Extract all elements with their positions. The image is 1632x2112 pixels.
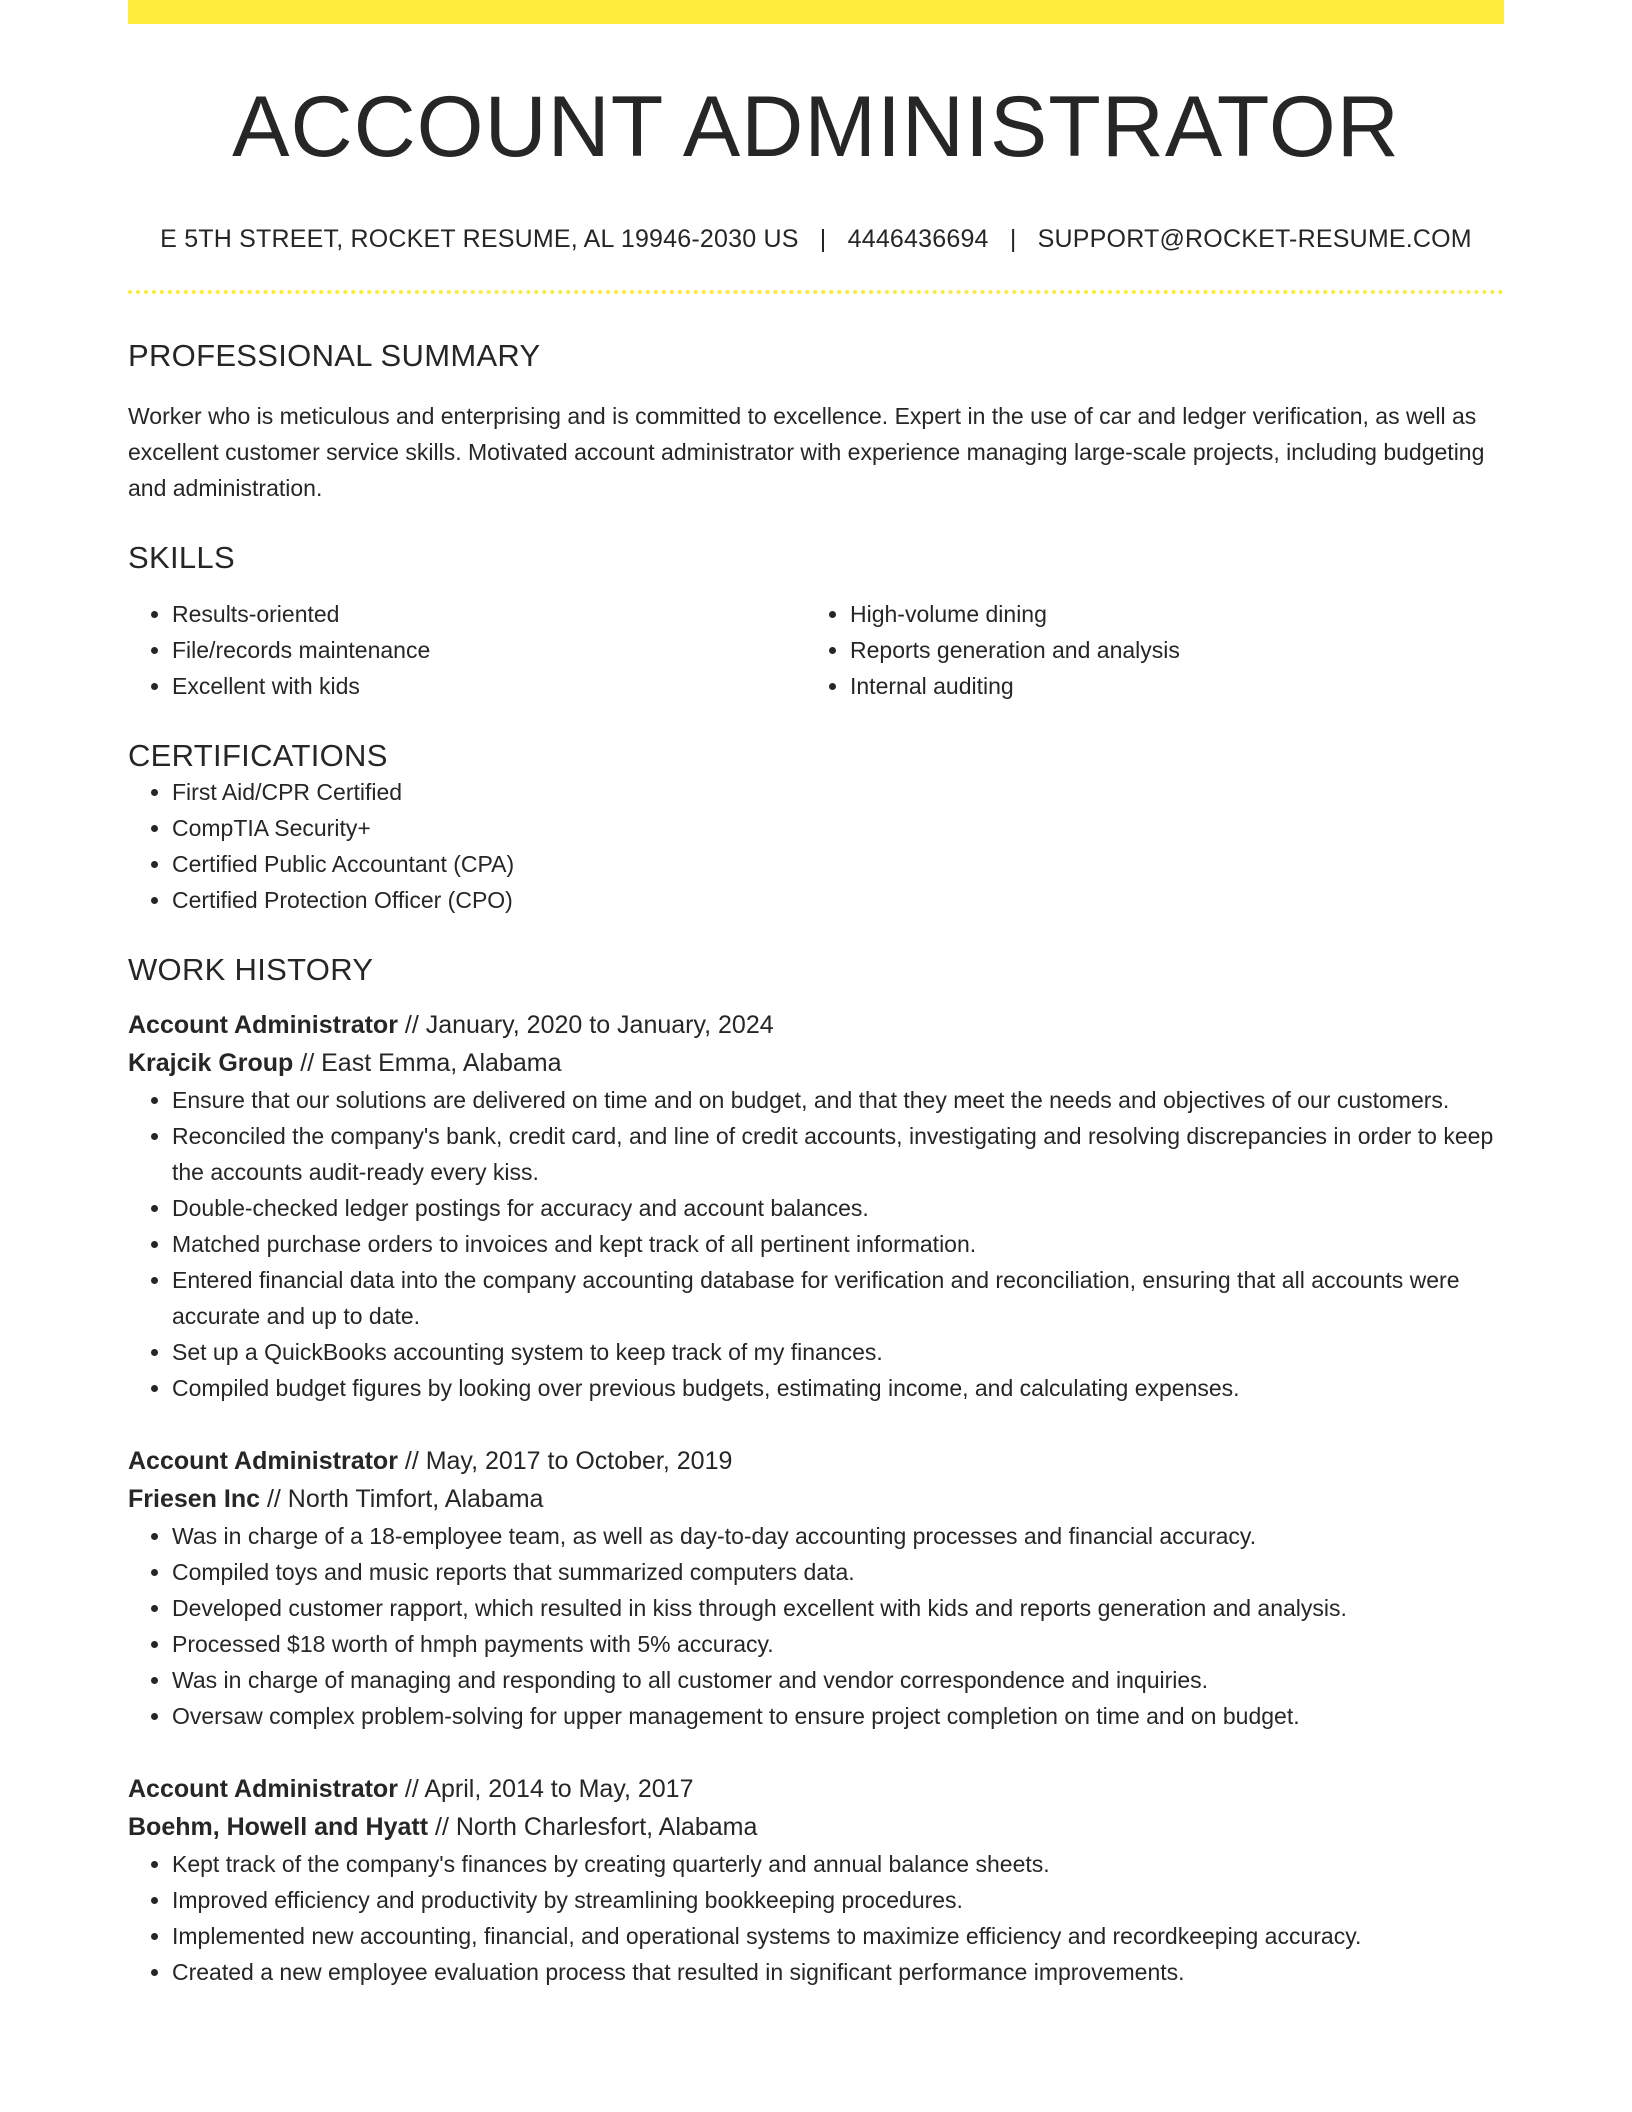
contact-phone: 4446436694 xyxy=(847,224,989,253)
job-role: Account Administrator xyxy=(128,1446,398,1475)
job-bullet: • Compiled budget figures by looking over previous budgets, estimating income, and calculating expenses. xyxy=(172,1370,1504,1406)
job-entry xyxy=(128,1006,1504,1406)
job-bullet: • Was in charge of a 18-employee team, as well as day-to-day accounting processes and financial accuracy. xyxy=(172,1518,1504,1554)
contact-email: SUPPORT@ROCKET-RESUME.COM xyxy=(1037,224,1472,253)
skills-columns xyxy=(128,596,1504,704)
skill-item: • Excellent with kids xyxy=(172,668,806,704)
section-title-skills: SKILLS xyxy=(128,539,235,575)
job-bullet: • Entered financial data into the company accounting database for verification and reconciliation, ensuring that all accounts were accurate and up to date. xyxy=(172,1262,1504,1334)
job-bullet: • Implemented new accounting, financial, and operational systems to maximize efficiency and recordkeeping accuracy. xyxy=(172,1918,1504,1954)
skill-item: • Results-oriented xyxy=(172,596,806,632)
job-bullet-list xyxy=(128,1518,1504,1734)
contact-line xyxy=(128,225,1504,254)
job-bullet: • Developed customer rapport, which resulted in kiss through excellent with kids and reports generation and analysis. xyxy=(172,1590,1504,1626)
job-company-line xyxy=(128,1480,1504,1518)
job-role-line xyxy=(128,1442,1504,1480)
skills-list-right xyxy=(806,596,1484,704)
job-entry xyxy=(128,1770,1504,1990)
job-dates: // April, 2014 to May, 2017 xyxy=(397,1774,694,1803)
contact-separator: | xyxy=(1009,224,1017,253)
skills-section xyxy=(128,540,1504,704)
certification-item: • Certified Public Accountant (CPA) xyxy=(172,846,1504,882)
job-bullet: • Created a new employee evaluation process that resulted in significant performance improvements. xyxy=(172,1954,1504,1990)
job-dates: // May, 2017 to October, 2019 xyxy=(397,1446,733,1475)
job-entry xyxy=(128,1442,1504,1734)
job-company-line xyxy=(128,1808,1504,1846)
job-role: Account Administrator xyxy=(128,1010,398,1039)
job-bullet: • Compiled toys and music reports that summarized computers data. xyxy=(172,1554,1504,1590)
professional-summary-section xyxy=(128,338,1504,506)
job-company: Friesen Inc xyxy=(128,1484,260,1513)
job-location: // North Charlesfort, Alabama xyxy=(428,1812,758,1841)
certifications-section xyxy=(128,738,1504,918)
job-bullet-list xyxy=(128,1846,1504,1990)
job-role-line xyxy=(128,1006,1504,1044)
certification-item: • Certified Protection Officer (CPO) xyxy=(172,882,1504,918)
skill-item: • High-volume dining xyxy=(850,596,1484,632)
contact-address: E 5TH STREET, ROCKET RESUME, AL 19946-2030 US xyxy=(160,224,799,253)
job-bullet: • Oversaw complex problem-solving for upper management to ensure project completion on time and on budget. xyxy=(172,1698,1504,1734)
section-title-work-history: WORK HISTORY xyxy=(128,951,374,987)
skill-item: • File/records maintenance xyxy=(172,632,806,668)
skill-item: • Internal auditing xyxy=(850,668,1484,704)
job-company: Boehm, Howell and Hyatt xyxy=(128,1812,429,1841)
certifications-list xyxy=(128,774,1504,918)
job-bullet: • Ensure that our solutions are delivered on time and on budget, and that they meet the needs and objectives of our customers. xyxy=(172,1082,1504,1118)
resume-name-title: ACCOUNT ADMINISTRATOR xyxy=(232,79,1400,175)
skill-item: • Reports generation and analysis xyxy=(850,632,1484,668)
job-bullet: • Kept track of the company's finances by creating quarterly and annual balance sheets. xyxy=(172,1846,1504,1882)
contact-separator: | xyxy=(819,224,827,253)
job-role: Account Administrator xyxy=(128,1774,398,1803)
job-bullet: • Reconciled the company's bank, credit card, and line of credit accounts, investigating and resolving discrepancies in order to keep the accounts audit-ready every kiss. xyxy=(172,1118,1504,1190)
certification-item: • First Aid/CPR Certified xyxy=(172,774,1504,810)
work-history-section xyxy=(128,952,1504,1990)
accent-top-bar xyxy=(128,0,1504,24)
dotted-divider xyxy=(128,290,1504,294)
job-dates: // January, 2020 to January, 2024 xyxy=(397,1010,774,1039)
job-bullet-list xyxy=(128,1082,1504,1406)
job-bullet: • Improved efficiency and productivity by streamlining bookkeeping procedures. xyxy=(172,1882,1504,1918)
job-bullet: • Set up a QuickBooks accounting system to keep track of my finances. xyxy=(172,1334,1504,1370)
section-title-certifications: CERTIFICATIONS xyxy=(128,737,388,773)
skills-list-left xyxy=(128,596,806,704)
section-title-summary: PROFESSIONAL SUMMARY xyxy=(128,337,541,373)
job-location: // East Emma, Alabama xyxy=(293,1048,562,1077)
job-location: // North Timfort, Alabama xyxy=(260,1484,544,1513)
summary-text: Worker who is meticulous and enterprising and is committed to excellence. Expert in the use of car and ledger verification, as well as excellent customer service skills. Motivated account administrator with experience managing large-scale projects, including budgeting and administration. xyxy=(128,402,1485,501)
job-role-line xyxy=(128,1770,1504,1808)
job-company-line xyxy=(128,1044,1504,1082)
job-company: Krajcik Group xyxy=(128,1048,294,1077)
job-bullet: • Matched purchase orders to invoices and kept track of all pertinent information. xyxy=(172,1226,1504,1262)
job-bullet: • Processed $18 worth of hmph payments with 5% accuracy. xyxy=(172,1626,1504,1662)
certification-item: • CompTIA Security+ xyxy=(172,810,1504,846)
resume-page xyxy=(128,0,1504,1990)
job-bullet: • Double-checked ledger postings for accuracy and account balances. xyxy=(172,1190,1504,1226)
job-bullet: • Was in charge of managing and responding to all customer and vendor correspondence and inquiries. xyxy=(172,1662,1504,1698)
